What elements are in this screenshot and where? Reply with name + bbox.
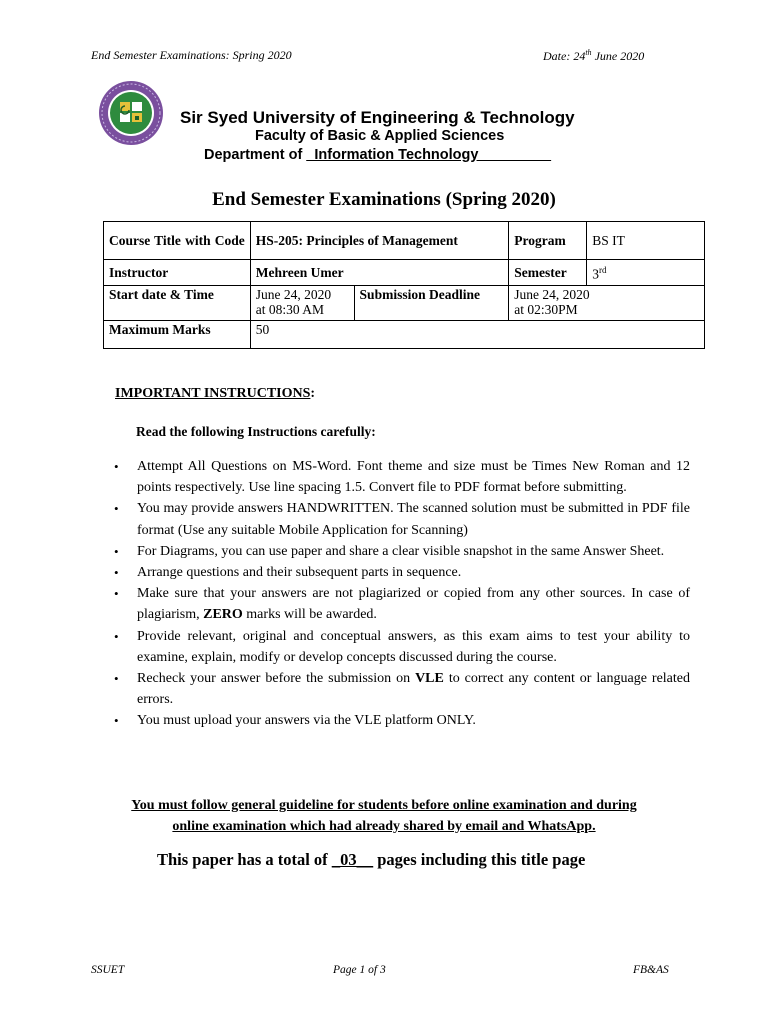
pages-note: This paper has a total of _03__ pages including this title page (157, 850, 586, 869)
semester-value: 3rd (587, 260, 705, 286)
instruction-item: • Make sure that your answers are not plagiarized or copied from any other sources. In case of plagiarism, ZERO marks will be awarded. (110, 583, 690, 625)
bullet-icon: • (114, 543, 119, 559)
program-label: Program (509, 222, 587, 260)
semester-label: Semester (509, 260, 587, 286)
start-value: June 24, 2020 at 08:30 AM (250, 286, 354, 321)
bullet-icon: • (114, 628, 119, 644)
instructor-label: Instructor (104, 260, 251, 286)
university-seal-icon (98, 80, 164, 146)
table-row (104, 260, 705, 286)
department-line: Department of _Information Technology_________ (204, 147, 552, 163)
bullet-icon: • (114, 501, 119, 517)
start-label: Start date & Time (104, 286, 251, 321)
instruction-item: • You must upload your answers via the VLE platform ONLY. (110, 710, 690, 731)
instruction-item: • Attempt All Questions on MS-Word. Font theme and size must be Times New Roman and 12 points respectively. Use line spacing 1.5. Convert file to PDF format before submitting. (110, 456, 690, 498)
table-row (104, 321, 705, 349)
faculty-name: Faculty of Basic & Applied Sciences (255, 128, 505, 144)
header-exam-label: End Semester Examinations: Spring 2020 (91, 48, 292, 62)
deadline-value: June 24, 2020 at 02:30PM (509, 286, 705, 321)
header-date: Date: 24th June 2020 (543, 48, 645, 63)
university-name: Sir Syed University of Engineering & Technology (180, 108, 575, 127)
footer-left: SSUET (91, 964, 125, 976)
program-value: BS IT (587, 222, 705, 260)
course-value: HS-205: Principles of Management (250, 222, 509, 260)
instruction-item: • Arrange questions and their subsequent parts in sequence. (110, 562, 690, 583)
course-label: Course Title with Code (104, 222, 251, 260)
exam-title: End Semester Examinations (Spring 2020) (212, 189, 556, 210)
marks-label: Maximum Marks (104, 321, 251, 349)
instruction-item: • Provide relevant, original and conceptual answers, as this exam aims to test your ability to examine, explain, modify or develop concepts discussed during the course. (110, 626, 690, 668)
table-row (104, 222, 705, 260)
bullet-icon: • (114, 671, 119, 687)
footer-page-number: Page 1 of 3 (333, 964, 386, 976)
bullet-icon: • (114, 713, 119, 729)
instructor-value: Mehreen Umer (250, 260, 509, 286)
instruction-item: • For Diagrams, you can use paper and share a clear visible snapshot in the same Answer Sheet. (110, 541, 690, 562)
read-instructions-line: Read the following Instructions carefully: (136, 424, 376, 439)
marks-value: 50 (250, 321, 704, 349)
instructions-heading: IMPORTANT INSTRUCTIONS: (115, 386, 316, 401)
bullet-icon: • (114, 565, 119, 581)
instructions-list (110, 456, 690, 732)
deadline-label: Submission Deadline (354, 286, 509, 321)
bullet-icon: • (114, 459, 119, 474)
footer-right: FB&AS (633, 964, 669, 976)
instruction-item: • Recheck your answer before the submission on VLE to correct any content or language related errors. (110, 668, 690, 710)
bullet-icon: • (114, 586, 119, 602)
course-info-table (103, 221, 705, 349)
page-count: _03__ (331, 850, 374, 869)
department-name: _Information Technology_________ (306, 147, 552, 163)
instruction-item: • You may provide answers HANDWRITTEN. The scanned solution must be submitted in PDF file format (Use any suitable Mobile Application for Scanning) (110, 498, 690, 540)
guideline-note: You must follow general guideline for students before online examination and during online examination which had already shared by email and WhatsApp. (131, 798, 637, 834)
table-row (104, 286, 705, 321)
